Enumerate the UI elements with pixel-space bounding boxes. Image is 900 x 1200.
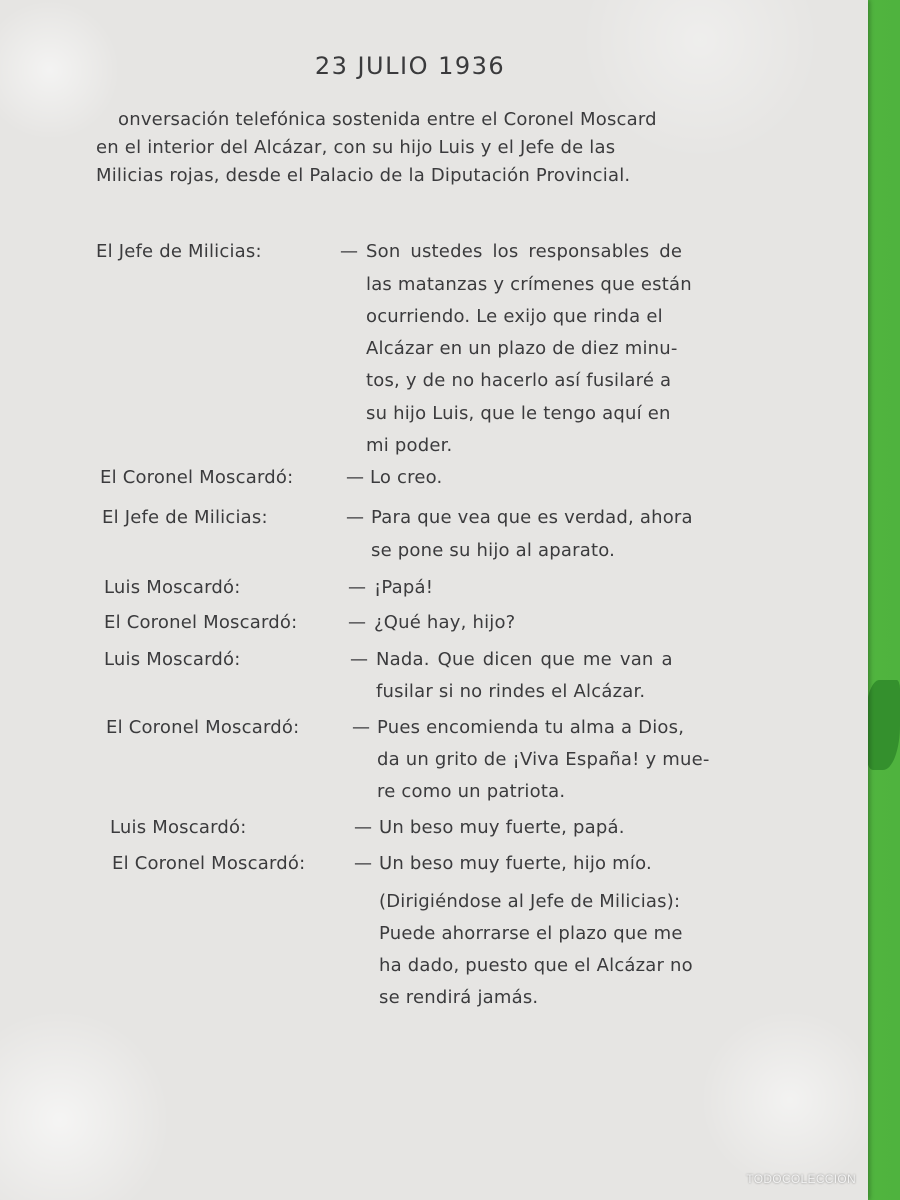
dialogue-line: Pues encomienda tu alma a Dios, — [377, 717, 685, 738]
dialogue-line: mi poder. — [366, 435, 453, 456]
dialogue-line: ¡Papá! — [374, 577, 434, 598]
dialogue-dash: — — [354, 853, 373, 874]
dialogue-line: fusilar si no rindes el Alcázar. — [376, 681, 646, 702]
speaker-label: El Coronel Moscardó: — [104, 612, 298, 633]
speaker-label: El Coronel Moscardó: — [112, 853, 306, 874]
dialogue-line: se rendirá jamás. — [379, 987, 539, 1008]
dialogue-line: tos, y de no hacerlo así fusilaré a — [366, 370, 672, 391]
dialogue-line: las matanzas y crímenes que están — [366, 274, 692, 295]
dialogue-line: re como un patriota. — [377, 781, 566, 802]
dialogue-dash: — — [354, 817, 373, 838]
watermark: TODOCOLECCION — [746, 1172, 856, 1186]
dialogue-dash: — — [340, 241, 359, 262]
dialogue-dash: — — [346, 507, 365, 528]
speaker-label: El Coronel Moscardó: — [100, 467, 294, 488]
dialogue-dash: — — [352, 717, 371, 738]
dialogue-line: Un beso muy fuerte, papá. — [379, 817, 625, 838]
green-ink-mark — [866, 680, 900, 770]
dialogue-line: Lo creo. — [370, 467, 443, 488]
speaker-label: Luis Moscardó: — [104, 577, 241, 598]
dialogue-line: ha dado, puesto que el Alcázar no — [379, 955, 693, 976]
speaker-label: Luis Moscardó: — [104, 649, 241, 670]
dialogue-dash: — — [350, 649, 369, 670]
dialogue-line: Nada. Que dicen que me van a — [376, 649, 673, 670]
dialogue-dash: — — [348, 577, 367, 598]
speaker-label: El Jefe de Milicias: — [96, 241, 262, 262]
page-title: 23 JULIO 1936 — [314, 52, 506, 80]
dialogue-line: se pone su hijo al aparato. — [371, 540, 616, 561]
dialogue-line: Son ustedes los responsables de — [366, 241, 683, 262]
dialogue-line: Alcázar en un plazo de diez minu- — [366, 338, 678, 359]
intro-paragraph — [96, 106, 746, 190]
intro-line: en el interior del Alcázar, con su hijo Luis y el Jefe de las — [96, 137, 616, 158]
intro-line: onversación telefónica sostenida entre el Coronel Moscard — [118, 109, 657, 130]
dialogue-line: Puede ahorrarse el plazo que me — [379, 923, 683, 944]
dialogue-dash: — — [348, 612, 367, 633]
dialogue-dash: — — [346, 467, 365, 488]
dialogue-line: Para que vea que es verdad, ahora — [371, 507, 693, 528]
dialogue-line: (Dirigiéndose al Jefe de Milicias): — [379, 891, 681, 912]
dialogue-line: da un grito de ¡Viva España! y mue- — [377, 749, 710, 770]
dialogue-line: ocurriendo. Le exijo que rinda el — [366, 306, 663, 327]
intro-line: Milicias rojas, desde el Palacio de la Diputación Provincial. — [96, 165, 631, 186]
dialogue-line: Un beso muy fuerte, hijo mío. — [379, 853, 652, 874]
dialogue-line: su hijo Luis, que le tengo aquí en — [366, 403, 671, 424]
dialogue-line: ¿Qué hay, hijo? — [374, 612, 516, 633]
speaker-label: El Jefe de Milicias: — [102, 507, 268, 528]
speaker-label: Luis Moscardó: — [110, 817, 247, 838]
speaker-label: El Coronel Moscardó: — [106, 717, 300, 738]
